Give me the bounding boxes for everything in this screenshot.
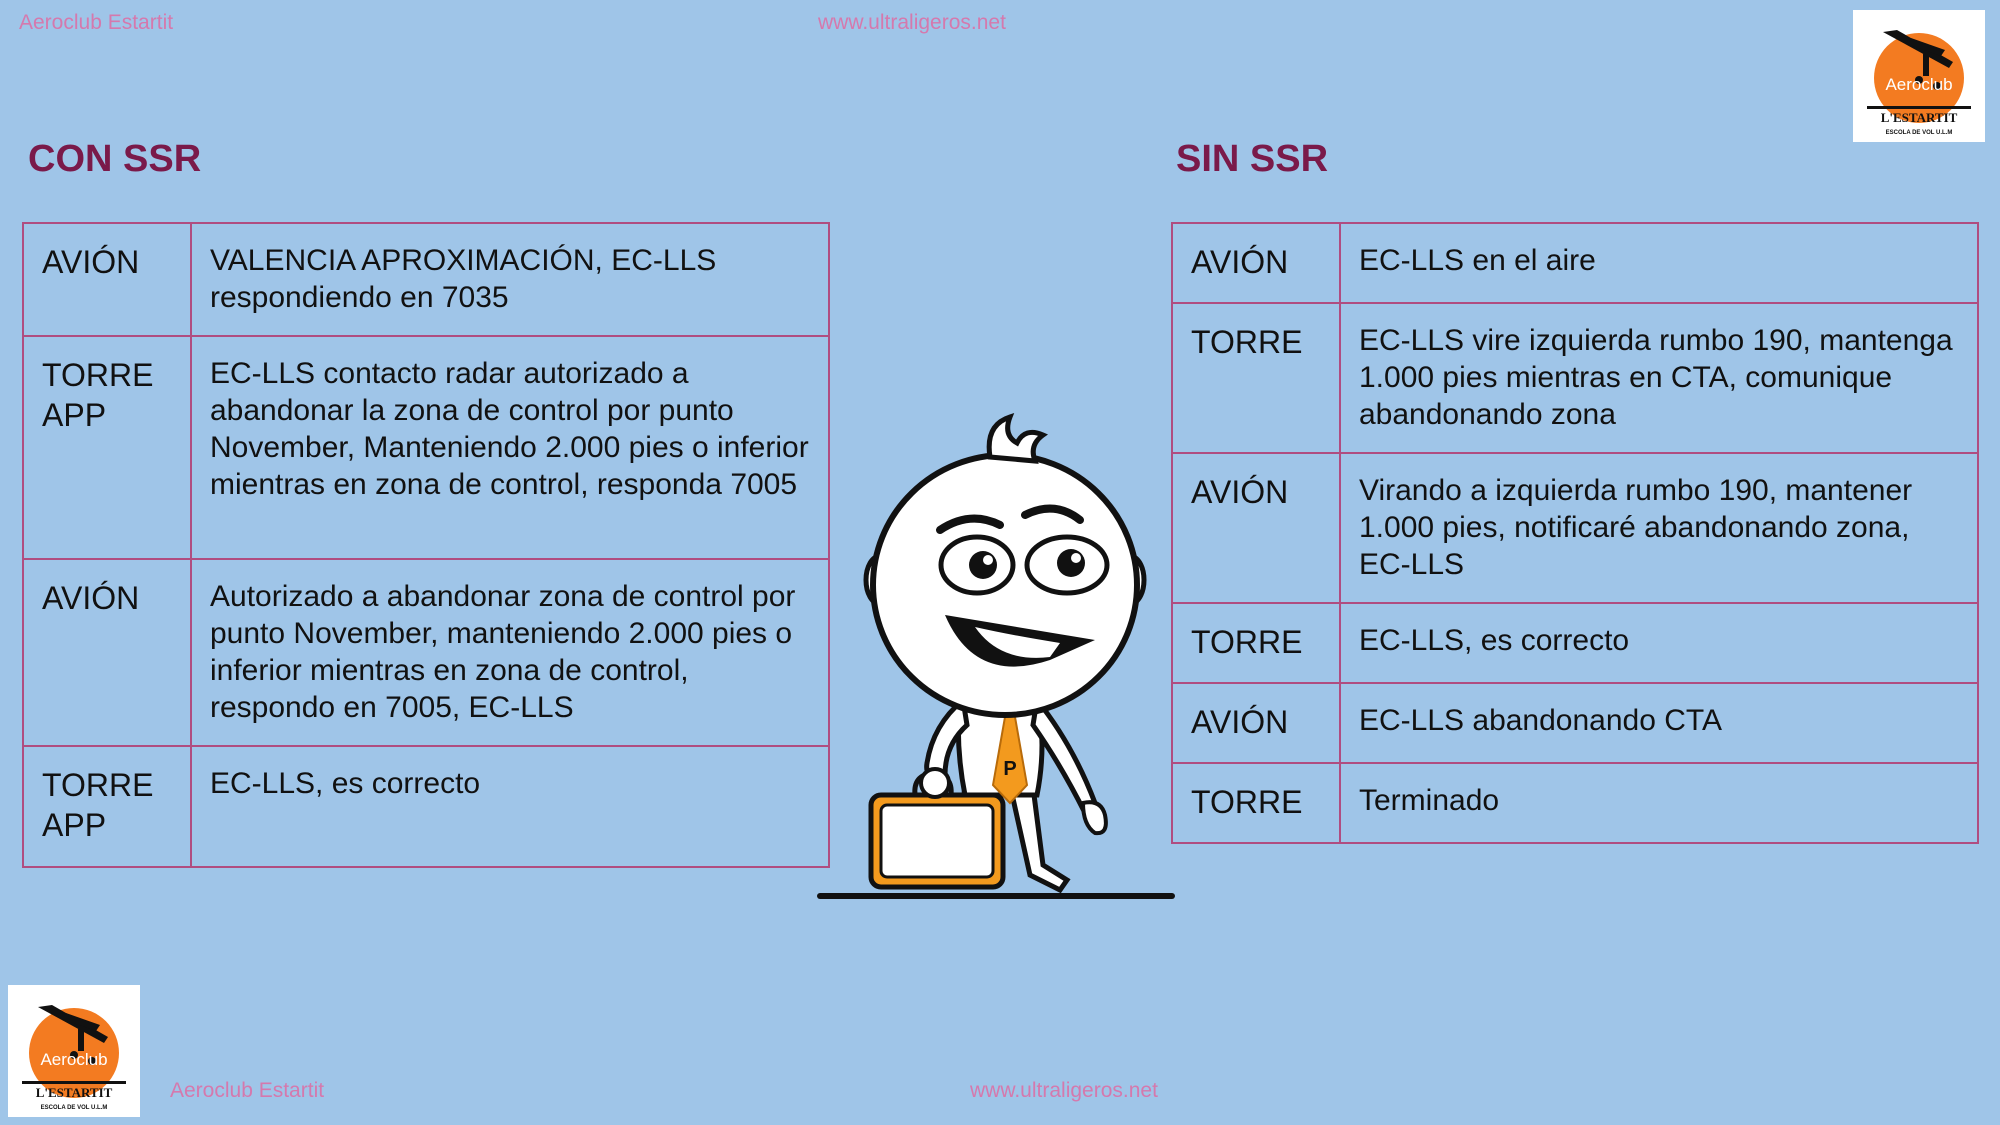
tie-letter: P (1003, 758, 1017, 780)
message-cell: EC-LLS en el aire (1340, 223, 1978, 303)
header-website: www.ultraligeros.net (818, 11, 1006, 34)
logo-word: Aeroclub (1885, 75, 1953, 94)
table-row (1172, 453, 1978, 603)
speaker-cell: TORRE (1172, 303, 1340, 453)
svg-text:ESCOLA DE VOL U.L.M: ESCOLA DE VOL U.L.M (1885, 130, 1953, 136)
aeroclub-logo-bottom (8, 985, 140, 1117)
message-cell: Autorizado a abandonar zona de control por punto November, manteniendo 2.000 pies o inferior mientras en zona de control, respondo en 7005, EC-LLS (191, 559, 829, 746)
speaker-cell: AVIÓN (1172, 683, 1340, 763)
speaker-cell: TORRE APP (23, 336, 191, 559)
sin-ssr-table (1171, 222, 1979, 844)
con-ssr-title: CON SSR (28, 138, 202, 180)
speaker-cell: TORRE (1172, 763, 1340, 843)
message-cell: VALENCIA APROXIMACIÓN, EC-LLS respondiendo en 7035 (191, 223, 829, 336)
svg-text:L'ESTARTIT: L'ESTARTIT (1880, 110, 1958, 125)
speaker-cell: TORRE (1172, 603, 1340, 683)
message-cell: EC-LLS vire izquierda rumbo 190, mantenga 1.000 pies mientras en CTA, comunique abandonando zona (1340, 303, 1978, 453)
speaker-cell: AVIÓN (1172, 453, 1340, 603)
speaker-cell: AVIÓN (23, 223, 191, 336)
speaker-cell: AVIÓN (1172, 223, 1340, 303)
table-row (1172, 683, 1978, 763)
svg-text:ESCOLA DE VOL U.L.M: ESCOLA DE VOL U.L.M (40, 1105, 108, 1111)
table-row (23, 746, 829, 867)
table-row (1172, 303, 1978, 453)
message-cell: EC-LLS, es correcto (1340, 603, 1978, 683)
svg-text:Aeroclub: Aeroclub (40, 1050, 108, 1069)
mascot-illustration (805, 395, 1185, 910)
footer-website: www.ultraligeros.net (970, 1079, 1158, 1102)
message-cell: Virando a izquierda rumbo 190, mantener 1.000 pies, notificaré abandonando zona, EC-LLS (1340, 453, 1978, 603)
con-ssr-table (22, 222, 830, 868)
table-row (1172, 603, 1978, 683)
header-club-name: Aeroclub Estartit (19, 11, 174, 34)
footer-club-name: Aeroclub Estartit (170, 1079, 325, 1102)
speaker-cell: TORRE APP (23, 746, 191, 867)
table-row (23, 223, 829, 336)
table-row (23, 336, 829, 559)
svg-text:L'ESTARTIT: L'ESTARTIT (35, 1085, 113, 1100)
message-cell: EC-LLS abandonando CTA (1340, 683, 1978, 763)
message-cell: EC-LLS contacto radar autorizado a abandonar la zona de control por punto November, Manteniendo 2.000 pies o inferior mientras en zona de control, responda 7005 (191, 336, 829, 559)
table-row (23, 559, 829, 746)
speaker-cell: AVIÓN (23, 559, 191, 746)
aeroclub-logo-top (1853, 10, 1985, 142)
message-cell: EC-LLS, es correcto (191, 746, 829, 867)
table-row (1172, 223, 1978, 303)
table-row (1172, 763, 1978, 843)
message-cell: Terminado (1340, 763, 1978, 843)
sin-ssr-title: SIN SSR (1176, 138, 1329, 180)
